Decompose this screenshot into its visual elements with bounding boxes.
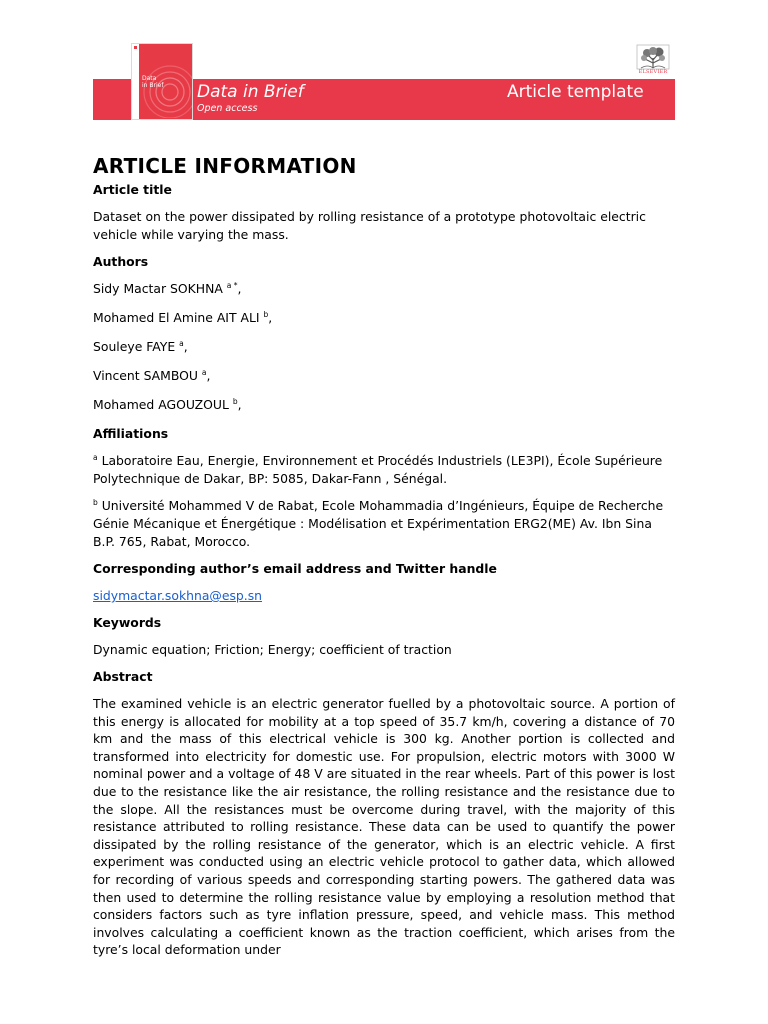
keywords-text: Dynamic equation; Friction; Energy; coefficient of traction — [93, 642, 452, 657]
article-information — [93, 154, 675, 959]
abstract-label: Abstract — [93, 669, 153, 684]
authors-label: Authors — [93, 254, 149, 269]
article-title: Dataset on the power dissipated by rolling resistance of a prototype photovoltaic electric vehicle while varying the mass. — [93, 209, 646, 242]
author-item: Mohamed AGOUZOUL $^b$, — [93, 397, 242, 412]
elsevier-wordmark: ELSEVIER — [638, 69, 668, 75]
article-title-label: Article title — [93, 182, 172, 197]
journal-name: Data in Brief — [197, 82, 304, 102]
cover-spine — [132, 44, 139, 119]
doc-type-label: Article template — [507, 82, 644, 102]
corresponding-author-label: Corresponding author’s email address and Twitter handle — [93, 561, 497, 576]
cover-title: Data in Brief — [142, 75, 164, 89]
affiliation-item: $^b$ Université Mohammed V de Rabat, Ecole Mohammadia d’Ingénieurs, Équipe de Recherche Génie Mécanique et Énergétique : Modélisation et Expérimentation ERG2(ME) Av. Ibn Sina B.P. 765, Rabat, Morocco. — [93, 498, 664, 549]
journal-access-label: Open access — [197, 103, 258, 114]
section-heading: ARTICLE INFORMATION — [93, 154, 357, 178]
author-item: Sidy Mactar SOKHNA $^{a *}$, — [93, 281, 242, 296]
author-item: Souleye FAYE $^a$, — [93, 339, 188, 354]
corresponding-email-link[interactable]: sidymactar.sokhna@esp.sn — [93, 588, 263, 603]
journal-cover-thumbnail — [131, 43, 193, 120]
author-item: Mohamed El Amine AIT ALI $^b$, — [93, 310, 273, 325]
keywords-label: Keywords — [93, 615, 162, 630]
affiliations-label: Affiliations — [93, 426, 169, 441]
affiliation-item: $^a$ Laboratoire Eau, Energie, Environnement et Procédés Industriels (LE3PI), École Supérieure Polytechnique de Dakar, BP: 5085, Dakar-Fann , Sénégal. — [93, 453, 663, 486]
author-item: Vincent SAMBOU $^a$, — [93, 368, 211, 383]
abstract-text: The examined vehicle is an electric generator fuelled by a photovoltaic source. A portion of this energy is allocated for mobility at a top speed of 35.7 km/h, covering a distance of 70 km and the mass of this electrical vehicle is 300 kg. Another portion is collected and transformed into electricity for domestic use. For propulsion, electric motors with 3000 W nominal power and a voltage of 48 V are situated in the rear wheels. Part of this power is lost due to the resistance like the air resistance, the rolling resistance and the resistance due to the slope. All the resistances must be overcome during travel, with the majority of this resistance attributed to rolling resistance. These data can be used to quantify the power dissipated by the rolling resistance of the generator, which is an electric vehicle. A first experiment was conducted using an electric vehicle protocol to gather data, which allowed for recording of various speeds and corresponding starting powers. The gathered data was then used to determine the rolling resistance value by employing a resolution method that considers factors such as tyre inflation pressure, speed, and vehicle mass. This method involves calculating a coefficient known as the traction coefficient, which arises from the tyre’s local deformation under — [93, 696, 675, 958]
